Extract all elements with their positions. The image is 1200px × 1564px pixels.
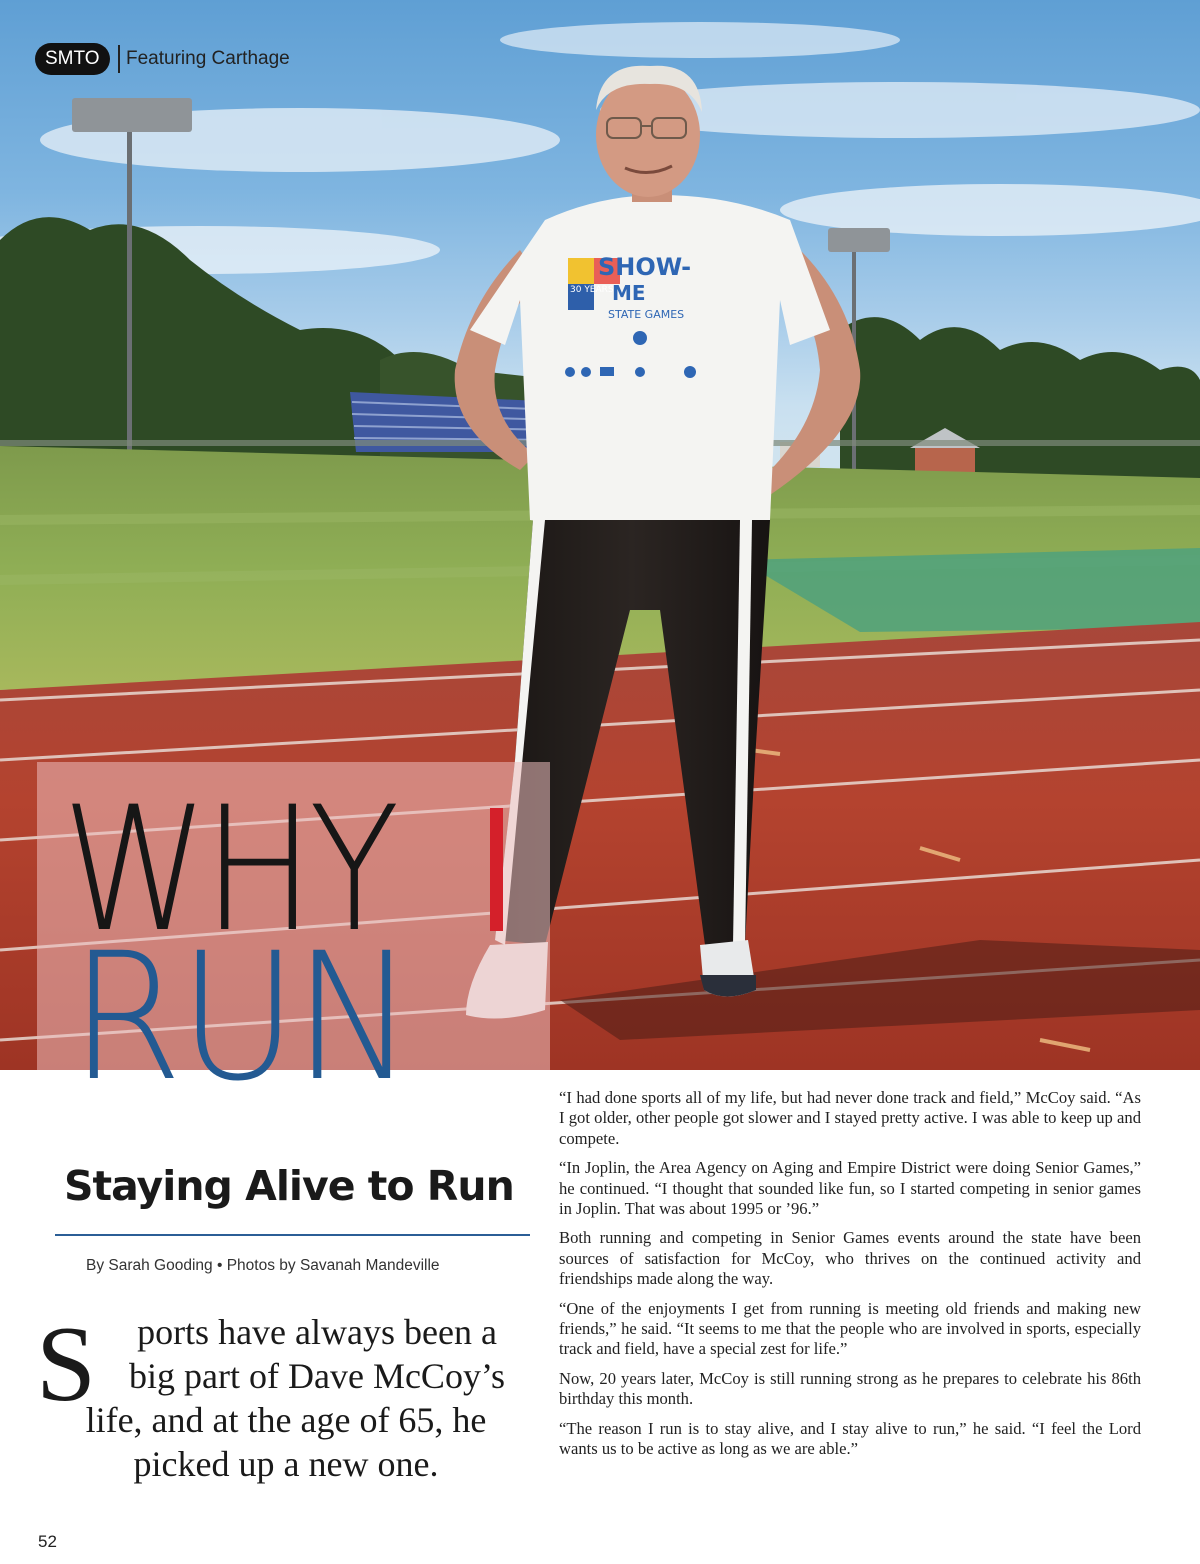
subtitle: Staying Alive to Run xyxy=(64,1162,514,1210)
lede-line: life, and at the age of 65, he xyxy=(85,1400,487,1440)
lede-line: big part of Dave McCoy’s xyxy=(129,1356,505,1396)
body-paragraph: “One of the enjoyments I get from running is meeting old friends and making new friends,” he said. “It seems to me that the people who are involved in sports, especially track and field, have a special zest for life.” xyxy=(559,1298,1141,1359)
section-tag: SMTO xyxy=(35,43,110,75)
body-paragraph: “The reason I run is to stay alive, and I stay alive to run,” he said. “I feel the Lord wants us to be active as long as we are able.” xyxy=(559,1418,1141,1459)
byline: By Sarah Gooding • Photos by Savanah Mandeville xyxy=(86,1257,440,1274)
title-line-why: WHY xyxy=(62,769,395,970)
tag-divider xyxy=(118,45,120,73)
feature-label: Featuring Carthage xyxy=(126,48,290,69)
lede-paragraph xyxy=(36,1305,536,1486)
page-number: 52 xyxy=(38,1532,57,1551)
svg-text:SHOW-: SHOW- xyxy=(598,253,692,281)
body-paragraph: Both running and competing in Senior Games events around the state have been sources of satisfaction for McCoy, who thrives on the continued activity and friendships made along the way. xyxy=(559,1228,1141,1289)
title-line-run: RUN xyxy=(70,915,412,1120)
svg-text:ME: ME xyxy=(612,281,646,305)
body-paragraph: “I had done sports all of my life, but had never done track and field,” McCoy said. “As I got older, other people got slower and I stayed pretty active. I was able to keep up and compete. xyxy=(559,1088,1141,1148)
title-accent-i xyxy=(490,808,503,931)
dropcap: S xyxy=(36,1305,97,1424)
svg-text:STATE GAMES: STATE GAMES xyxy=(608,308,685,321)
svg-text:30 YEARS: 30 YEARS xyxy=(570,285,614,295)
body-column xyxy=(559,1088,1141,1469)
lede-line: picked up a new one. xyxy=(133,1444,439,1484)
body-paragraph: Now, 20 years later, McCoy is still running strong as he prepares to celebrate his 86th birthday this month. xyxy=(559,1368,1141,1409)
subtitle-rule xyxy=(55,1234,530,1236)
body-paragraph: “In Joplin, the Area Agency on Aging and Empire District were doing Senior Games,” he continued. “I thought that sounded like fun, so I started competing in senior games in Joplin. That was about 1995 or ’96.” xyxy=(559,1158,1141,1219)
lede-line: ports have always been a xyxy=(137,1312,497,1352)
